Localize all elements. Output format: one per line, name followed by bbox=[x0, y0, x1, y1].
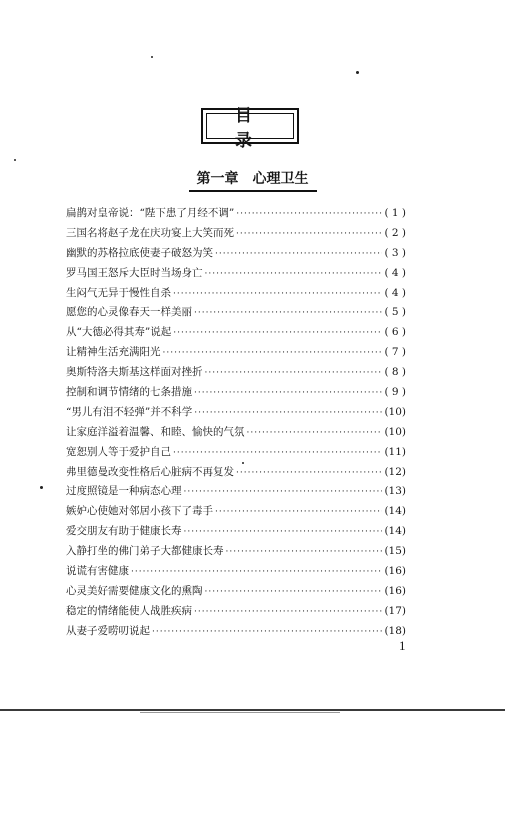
toc-leader-dots bbox=[194, 408, 382, 418]
toc-leader-dots bbox=[236, 468, 382, 478]
toc-leader-dots bbox=[205, 269, 383, 279]
toc-leader-dots bbox=[236, 229, 382, 239]
contents-title-box bbox=[201, 106, 299, 151]
toc-entry-page: ( 6 ) bbox=[384, 326, 406, 339]
toc-leader-dots bbox=[205, 587, 383, 597]
toc-entry bbox=[66, 464, 406, 484]
toc-entry-title: 入静打坐的佛门弟子大都健康长寿 bbox=[66, 545, 224, 558]
toc-entry bbox=[66, 225, 406, 245]
toc-entry-page: ( 9 ) bbox=[384, 386, 406, 399]
table-of-contents bbox=[66, 205, 406, 643]
toc-entry bbox=[66, 543, 406, 563]
toc-entry-title: 控制和调节情绪的七条措施 bbox=[66, 386, 192, 399]
toc-entry-page: ( 4 ) bbox=[384, 266, 406, 279]
scan-speck bbox=[151, 56, 153, 58]
scan-speck bbox=[40, 486, 43, 489]
toc-leader-dots bbox=[152, 627, 382, 637]
toc-leader-dots bbox=[184, 487, 383, 497]
toc-leader-dots bbox=[184, 527, 383, 537]
toc-entry bbox=[66, 424, 406, 444]
toc-entry bbox=[66, 623, 406, 643]
chapter-heading-underline bbox=[189, 168, 317, 192]
toc-entry-title: 过度照镜是一种病态心理 bbox=[66, 485, 182, 498]
toc-entry-page: (10) bbox=[384, 405, 406, 418]
toc-entry-page: (13) bbox=[384, 485, 406, 498]
toc-entry-title: 心灵美好需要健康文化的熏陶 bbox=[66, 584, 203, 597]
toc-entry-page: ( 3 ) bbox=[384, 246, 406, 259]
toc-entry-page: (16) bbox=[384, 565, 406, 578]
toc-entry-title: 愿您的心灵像春天一样美丽 bbox=[66, 306, 192, 319]
scan-speck bbox=[242, 462, 244, 464]
toc-leader-dots bbox=[215, 249, 382, 259]
toc-entry bbox=[66, 523, 406, 543]
toc-leader-dots bbox=[194, 607, 382, 617]
toc-entry bbox=[66, 444, 406, 464]
chapter-number: 第一章 bbox=[196, 171, 239, 187]
toc-entry bbox=[66, 583, 406, 603]
toc-leader-dots bbox=[173, 328, 382, 338]
toc-entry-title: 幽默的苏格拉底使妻子破怒为笑 bbox=[66, 246, 213, 259]
toc-entry-title: 弗里德曼改变性格后心脏病不再复发 bbox=[66, 465, 234, 478]
toc-entry bbox=[66, 285, 406, 305]
toc-entry-page: (16) bbox=[384, 584, 406, 597]
toc-entry bbox=[66, 563, 406, 583]
scan-speck bbox=[356, 71, 359, 74]
toc-entry-title: “男儿有泪不轻弹”并不科学 bbox=[66, 405, 193, 418]
toc-entry-page: (12) bbox=[384, 465, 406, 478]
toc-leader-dots bbox=[194, 308, 382, 318]
toc-entry-page: ( 2 ) bbox=[384, 226, 406, 239]
toc-entry bbox=[66, 324, 406, 344]
toc-entry-title: 扁鹊对皇帝说：“陛下患了月经不调” bbox=[66, 207, 235, 219]
toc-entry-page: (18) bbox=[384, 624, 406, 637]
toc-entry-page: (11) bbox=[384, 445, 406, 458]
toc-entry-title: 让家庭洋溢着温馨、和睦、愉快的气氛 bbox=[66, 425, 245, 438]
toc-leader-dots bbox=[194, 388, 382, 398]
toc-leader-dots bbox=[247, 428, 383, 438]
toc-entry-page: (10) bbox=[384, 425, 406, 438]
contents-title: 目 录 bbox=[206, 113, 294, 139]
chapter-heading bbox=[0, 168, 505, 192]
toc-leader-dots bbox=[236, 209, 382, 219]
toc-entry-page: (14) bbox=[384, 505, 406, 518]
toc-entry-title: 从“大德必得其寿”说起 bbox=[66, 326, 172, 339]
toc-entry bbox=[66, 364, 406, 384]
toc-entry bbox=[66, 265, 406, 285]
toc-entry-title: 嫉妒心使她对邻居小孩下了毒手 bbox=[66, 505, 213, 518]
toc-leader-dots bbox=[131, 567, 382, 577]
toc-entry bbox=[66, 384, 406, 404]
toc-entry bbox=[66, 483, 406, 503]
toc-leader-dots bbox=[205, 368, 383, 378]
toc-entry-page: ( 1 ) bbox=[384, 207, 406, 219]
toc-entry-title: 说谎有害健康 bbox=[66, 565, 129, 578]
toc-entry-page: ( 5 ) bbox=[384, 306, 406, 319]
toc-entry-title: 生闷气无异于慢性自杀 bbox=[66, 286, 171, 299]
toc-entry-title: 爱交朋友有助于健康长寿 bbox=[66, 525, 182, 538]
toc-entry-title: 稳定的情绪能使人战胜疾病 bbox=[66, 604, 192, 617]
scan-speck bbox=[14, 159, 16, 161]
toc-entry bbox=[66, 404, 406, 424]
toc-leader-dots bbox=[173, 289, 382, 299]
page-number: 1 bbox=[399, 638, 406, 653]
toc-leader-dots bbox=[226, 547, 383, 557]
toc-leader-dots bbox=[173, 448, 382, 458]
toc-entry bbox=[66, 245, 406, 265]
toc-entry-title: 宽恕别人等于爱护自己 bbox=[66, 445, 171, 458]
toc-entry bbox=[66, 603, 406, 623]
toc-entry-title: 让精神生活充满阳光 bbox=[66, 346, 161, 359]
toc-entry-page: (17) bbox=[384, 604, 406, 617]
toc-entry-title: 从妻子爱唠叨说起 bbox=[66, 624, 150, 637]
toc-entry-page: (15) bbox=[384, 545, 406, 558]
toc-entry bbox=[66, 205, 406, 225]
toc-entry-page: (14) bbox=[384, 525, 406, 538]
toc-entry bbox=[66, 344, 406, 364]
page-bottom-edge bbox=[0, 709, 505, 711]
page-bottom-edge-shadow bbox=[140, 712, 340, 713]
toc-entry-page: ( 7 ) bbox=[384, 346, 406, 359]
toc-entry-title: 三国名将赵子龙在庆功宴上大笑而死 bbox=[66, 226, 234, 239]
toc-leader-dots bbox=[215, 507, 382, 517]
toc-entry-title: 罗马国王怒斥大臣时当场身亡 bbox=[66, 266, 203, 279]
toc-entry bbox=[66, 503, 406, 523]
toc-entry bbox=[66, 304, 406, 324]
toc-entry-page: ( 4 ) bbox=[384, 286, 406, 299]
toc-leader-dots bbox=[163, 348, 383, 358]
chapter-title: 心理卫生 bbox=[252, 171, 309, 187]
toc-entry-title: 奥斯特洛夫斯基这样面对挫折 bbox=[66, 366, 203, 379]
toc-entry-page: ( 8 ) bbox=[384, 366, 406, 379]
